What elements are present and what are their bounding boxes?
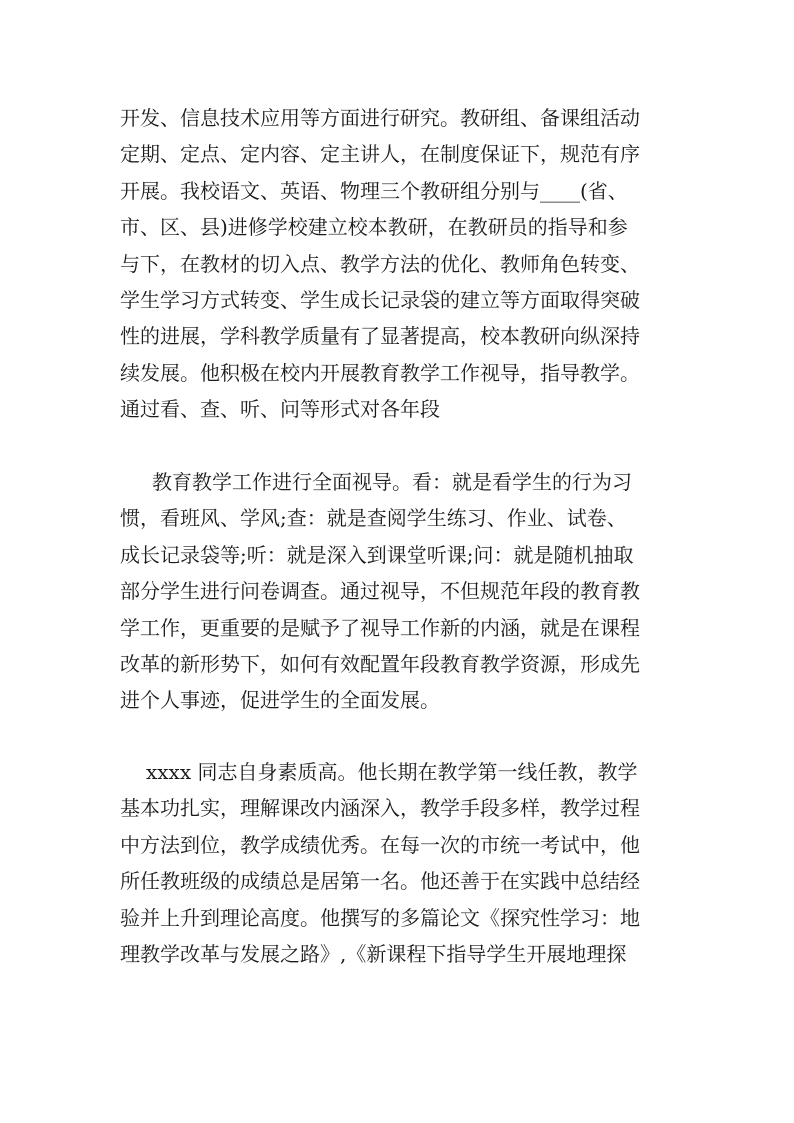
paragraph-personal-quality xyxy=(120,754,690,972)
text-line: 性的进展，学科教学质量有了显著提高，校本教研向纵深持 xyxy=(120,324,640,349)
text-line: 通过看、查、听、问等形式对各年段 xyxy=(120,397,440,422)
text-line: 续发展。他积极在校内开展教育教学工作视导，指导教学。 xyxy=(120,360,640,385)
text-line: 基本功扎实，理解课改内涵深入，教学手段多样，教学过程 xyxy=(120,796,640,821)
text-line: 验并上升到理论高度。他撰写的多篇论文《探究性学习：地 xyxy=(120,905,640,930)
text-line: 成长记录袋等;听：就是深入到课堂听课;问：就是随机抽取 xyxy=(120,542,634,567)
text-line: 改革的新形势下，如何有效配置年段教育教学资源，形成先 xyxy=(120,651,640,676)
text-line: 与下，在教材的切入点、教学方法的优化、教师角色转变、 xyxy=(120,251,640,276)
text-line: 学工作，更重要的是赋予了视导工作新的内涵，就是在课程 xyxy=(120,615,640,640)
text-line: 开展。我校语文、英语、物理三个教研组分别与____(省、 xyxy=(120,178,628,203)
text-line: 中方法到位，教学成绩优秀。在每一次的市统一考试中，他 xyxy=(120,832,640,857)
text-line: 学生学习方式转变、学生成长记录袋的建立等方面取得突破 xyxy=(120,287,640,312)
text-line: 进个人事迹，促进学生的全面发展。 xyxy=(120,688,440,713)
text-line: 定期、定点、定内容、定主讲人，在制度保证下，规范有序 xyxy=(120,142,640,167)
text-line: 所任教班级的成绩总是居第一名。他还善于在实践中总结经 xyxy=(120,869,640,894)
paragraph-supervision xyxy=(120,464,690,719)
text-line: 理教学改革与发展之路》,《新课程下指导学生开展地理探 xyxy=(120,941,627,966)
text-line: 开发、信息技术应用等方面进行研究。教研组、备课组活动 xyxy=(120,106,640,130)
text-line: xxxx 同志自身素质高。他长期在教学第一线任教，教学 xyxy=(146,760,638,784)
text-line: 部分学生进行问卷调查。通过视导，不但规范年段的教育教 xyxy=(120,579,640,604)
text-line: 教育教学工作进行全面视导。看：就是看学生的行为习 xyxy=(152,470,632,494)
text-line: 惯，看班风、学风;查：就是查阅学生练习、作业、试卷、 xyxy=(120,506,627,531)
paragraph-teaching-research xyxy=(120,100,690,428)
text-line: 市、区、县)进修学校建立校本教研，在教研员的指导和参 xyxy=(120,215,628,240)
